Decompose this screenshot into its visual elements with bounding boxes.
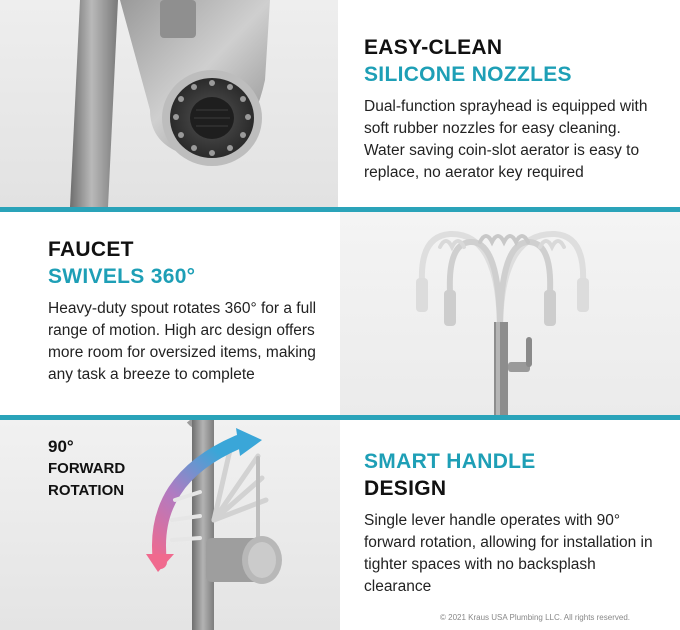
body-smart-handle: Single lever handle operates with 90° forward rotation, allowing for installation in tighter spaces with no backsplash clearance bbox=[364, 512, 653, 595]
rotation-word: ROTATION bbox=[48, 482, 125, 499]
swivel-photo bbox=[340, 212, 680, 415]
rotation-degrees: 90° bbox=[48, 437, 74, 456]
copyright-notice: © 2021 Kraus USA Plumbing LLC. All rights reserved. bbox=[440, 613, 630, 622]
text-block-easy-clean bbox=[364, 34, 664, 184]
body-easy-clean: Dual-function sprayhead is equipped with soft rubber nozzles for easy cleaning. Water saving coin-slot aerator is easy to replace, no aerator key required bbox=[364, 98, 648, 181]
feature-swivels-360 bbox=[0, 212, 680, 415]
heading-silicone-nozzles: SILICONE NOZZLES bbox=[364, 63, 572, 86]
heading-faucet: FAUCET bbox=[48, 238, 134, 261]
feature-easy-clean-nozzles bbox=[0, 0, 680, 207]
heading-design: DESIGN bbox=[364, 477, 447, 500]
arrow-head-bottom bbox=[146, 554, 174, 572]
text-block-smart-handle bbox=[364, 448, 664, 598]
rotation-label bbox=[48, 436, 178, 502]
swivel-illustration bbox=[340, 212, 680, 415]
body-swivels: Heavy-duty spout rotates 360° for a full range of motion. High arc design offers more room for oversized items, making any task a breeze to complete bbox=[48, 300, 317, 383]
rotation-forward: FORWARD bbox=[48, 460, 126, 477]
text-block-swivels bbox=[48, 236, 333, 386]
heading-easy-clean: EASY-CLEAN bbox=[364, 36, 503, 59]
arrow-head-top bbox=[236, 428, 262, 456]
handle-photo bbox=[0, 420, 340, 630]
sprayhead-illustration bbox=[0, 0, 338, 207]
heading-swivels-360: SWIVELS 360° bbox=[48, 265, 196, 288]
feature-smart-handle bbox=[0, 420, 680, 630]
sprayhead-photo bbox=[0, 0, 338, 207]
heading-smart-handle: SMART HANDLE bbox=[364, 450, 536, 473]
